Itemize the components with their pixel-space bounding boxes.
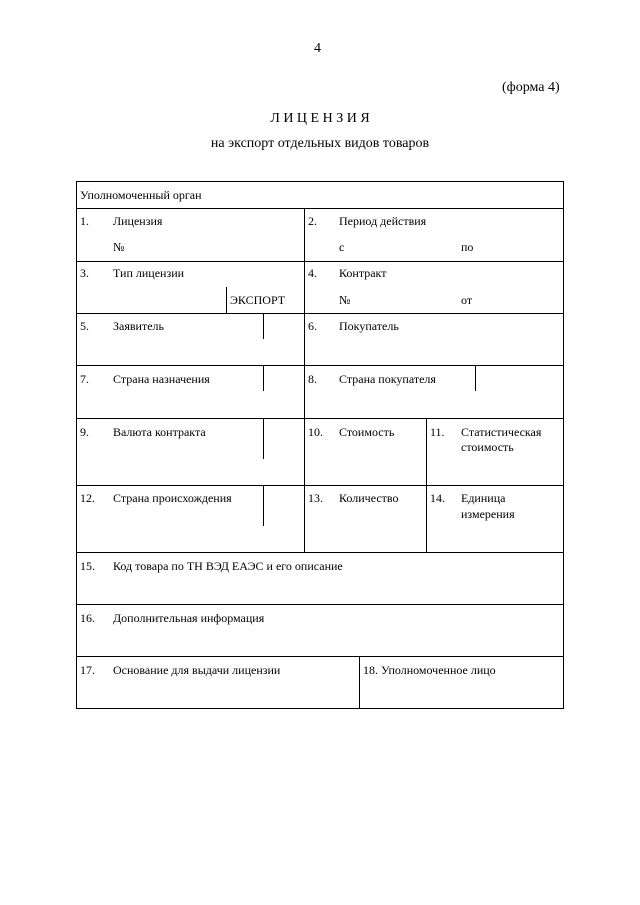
field-3-number: 3. bbox=[80, 266, 89, 280]
field-2-from: с bbox=[339, 240, 345, 254]
grid-line bbox=[76, 181, 564, 182]
field-14-label-line1: Единица bbox=[461, 491, 506, 505]
grid-line bbox=[475, 365, 476, 391]
field-13-number: 13. bbox=[308, 491, 323, 505]
page-number: 4 bbox=[314, 41, 321, 56]
grid-line bbox=[426, 418, 427, 552]
authority-label: Уполномоченный орган bbox=[80, 188, 202, 202]
grid-line bbox=[76, 552, 564, 553]
grid-line bbox=[76, 485, 564, 486]
grid-line bbox=[304, 208, 305, 552]
field-2-label: Период действия bbox=[339, 214, 427, 228]
field-4-number: 4. bbox=[308, 266, 317, 280]
field-15-number: 15. bbox=[80, 559, 95, 573]
field-11-label-line2: стоимость bbox=[461, 440, 514, 454]
field-17-number: 17. bbox=[80, 663, 95, 677]
field-4-label: Контракт bbox=[339, 266, 387, 280]
grid-line bbox=[76, 261, 564, 262]
field-9-label: Валюта контракта bbox=[113, 425, 206, 439]
field-7-number: 7. bbox=[80, 372, 89, 386]
field-14-number: 14. bbox=[430, 491, 445, 505]
field-9-number: 9. bbox=[80, 425, 89, 439]
field-15-label: Код товара по ТН ВЭД ЕАЭС и его описание bbox=[113, 559, 343, 573]
field-6-label: Покупатель bbox=[339, 319, 399, 333]
field-4-number-sign: № bbox=[339, 293, 351, 307]
field-7-label: Страна назначения bbox=[113, 372, 210, 386]
field-10-number: 10. bbox=[308, 425, 323, 439]
field-1-number-sign: № bbox=[113, 240, 125, 254]
grid-line bbox=[76, 313, 564, 314]
field-12-label: Страна происхождения bbox=[113, 491, 232, 505]
field-14-label-line2: измерения bbox=[461, 507, 515, 521]
field-5-label: Заявитель bbox=[113, 319, 164, 333]
grid-line bbox=[76, 604, 564, 605]
field-4-from: от bbox=[461, 293, 473, 307]
grid-line bbox=[76, 708, 564, 709]
field-2-number: 2. bbox=[308, 214, 317, 228]
field-8-number: 8. bbox=[308, 372, 317, 386]
field-16-label: Дополнительная информация bbox=[113, 611, 265, 625]
grid-line bbox=[263, 313, 264, 339]
field-17-label: Основание для выдачи лицензии bbox=[113, 663, 281, 677]
grid-line bbox=[359, 656, 360, 708]
field-18-label: 18. Уполномоченное лицо bbox=[363, 663, 496, 677]
field-3-label: Тип лицензии bbox=[113, 266, 185, 280]
field-2-to: по bbox=[461, 240, 474, 254]
field-12-number: 12. bbox=[80, 491, 95, 505]
grid-line bbox=[263, 418, 264, 459]
field-8-label: Страна покупателя bbox=[339, 372, 436, 386]
grid-line bbox=[76, 656, 564, 657]
field-11-label-line1: Статистическая bbox=[461, 425, 542, 439]
grid-line bbox=[76, 208, 564, 209]
grid-line bbox=[226, 287, 227, 313]
grid-line bbox=[76, 365, 564, 366]
grid-line bbox=[563, 181, 564, 708]
document-subtitle: на экспорт отдельных видов товаров bbox=[210, 136, 430, 151]
field-1-label: Лицензия bbox=[113, 214, 163, 228]
document-title: Л И Ц Е Н З И Я bbox=[270, 111, 370, 126]
field-16-number: 16. bbox=[80, 611, 95, 625]
field-6-number: 6. bbox=[308, 319, 317, 333]
field-1-number: 1. bbox=[80, 214, 89, 228]
field-10-label: Стоимость bbox=[339, 425, 395, 439]
grid-line bbox=[76, 181, 77, 708]
grid-line bbox=[263, 365, 264, 391]
field-11-number: 11. bbox=[430, 425, 445, 439]
field-3-value: ЭКСПОРТ bbox=[230, 293, 286, 307]
field-5-number: 5. bbox=[80, 319, 89, 333]
form-label: (форма 4) bbox=[502, 80, 560, 95]
field-13-label: Количество bbox=[339, 491, 399, 505]
grid-line bbox=[76, 418, 564, 419]
grid-line bbox=[263, 485, 264, 526]
